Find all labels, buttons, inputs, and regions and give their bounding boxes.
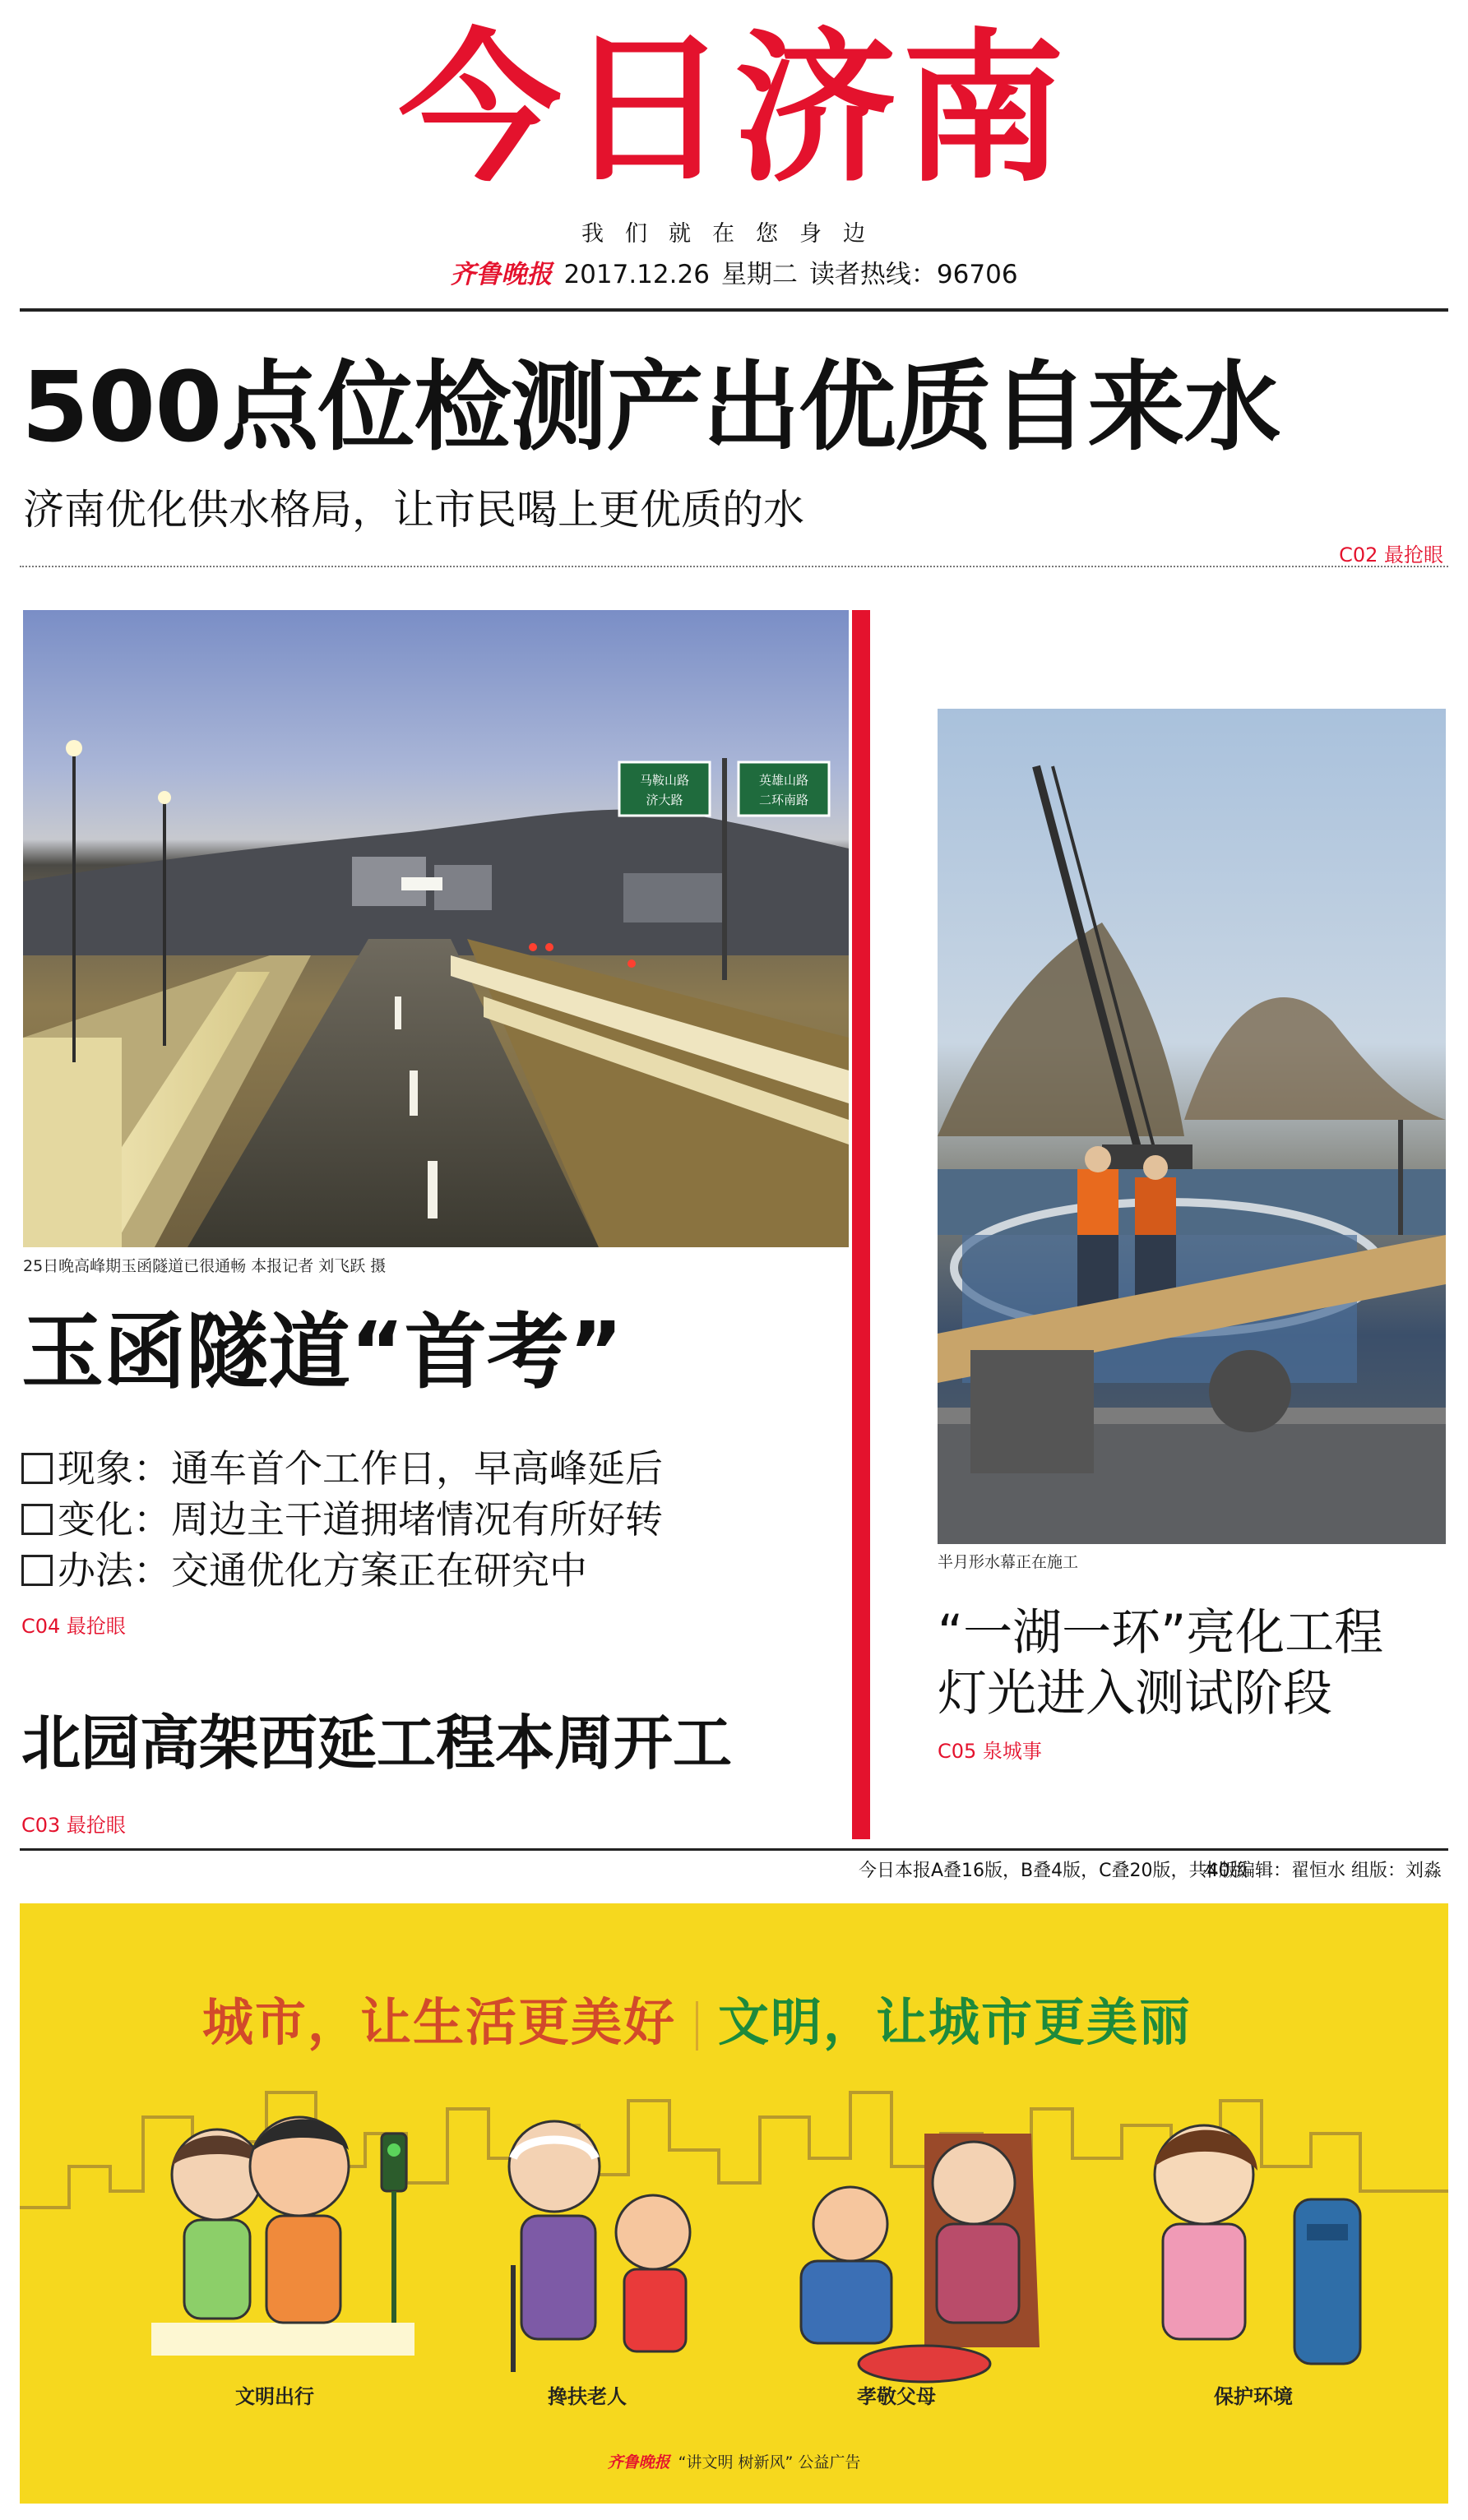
svg-text:二环南路: 二环南路 bbox=[758, 793, 809, 807]
north-page-tag[interactable]: C03 最抢眼 bbox=[21, 1814, 126, 1837]
footer-info bbox=[20, 1856, 1448, 1889]
public-service-banner[interactable] bbox=[20, 1903, 1448, 2504]
sign-left-text: 马鞍山路 bbox=[639, 773, 690, 788]
masthead bbox=[0, 0, 1468, 308]
scene-label: 文明出行 bbox=[235, 2385, 314, 2408]
scene-filial-icon bbox=[760, 2101, 1072, 2413]
scene-label: 搀扶老人 bbox=[548, 2385, 627, 2408]
lead-divider bbox=[20, 566, 1448, 567]
tunnel-page-tag[interactable]: C04 最抢眼 bbox=[21, 1615, 126, 1638]
sign-right-text: 英雄山路 bbox=[758, 773, 809, 788]
lake-photo[interactable] bbox=[938, 709, 1446, 1544]
checkbox-square-icon bbox=[21, 1453, 53, 1484]
banner-title-a: 城市，让生活更美好 bbox=[202, 1992, 677, 2052]
tunnel-bullet: 变化：周边主干道拥堵情况有所好转 bbox=[21, 1494, 663, 1545]
lake-page-tag[interactable]: C05 泉城事 bbox=[938, 1740, 1042, 1763]
reader-hotline: 读者热线：96706 bbox=[808, 260, 1018, 289]
checkbox-square-icon bbox=[21, 1504, 53, 1535]
lead-headline[interactable]: 500点位检测产出优质自来水 bbox=[21, 350, 1280, 464]
issue-weekday: 星期二 bbox=[720, 260, 798, 289]
banner-credit-text: “讲文明 树新风” 公益广告 bbox=[678, 2453, 861, 2471]
scene-label: 孝敬父母 bbox=[857, 2385, 936, 2408]
lake-headline-line2[interactable]: 灯光进入测试阶段 bbox=[938, 1665, 1332, 1722]
tunnel-bullet: 办法：交通优化方案正在研究中 bbox=[21, 1545, 663, 1596]
masthead-divider bbox=[20, 308, 1448, 312]
scene-helping-elder-icon bbox=[464, 2101, 735, 2413]
tunnel-photo-illustration bbox=[23, 610, 849, 1247]
scene-environment-icon bbox=[1114, 2101, 1393, 2413]
tunnel-bullets bbox=[21, 1443, 663, 1596]
banner-credit-paper: 齐鲁晚报 bbox=[607, 2453, 670, 2471]
tunnel-bullet: 现象：通车首个工作日，早高峰延后 bbox=[21, 1443, 663, 1494]
banner-credit bbox=[20, 2450, 1448, 2472]
lake-photo-illustration bbox=[938, 709, 1446, 1544]
dateline bbox=[0, 253, 1468, 290]
lead-page-tag[interactable]: C02 最抢眼 bbox=[1339, 543, 1443, 566]
masthead-title: 今日济南 bbox=[398, 14, 1070, 204]
scene-label: 保护环境 bbox=[1214, 2385, 1293, 2408]
editor-credits: 本版编辑：翟恒水 组版：刘淼 bbox=[1201, 1861, 1442, 1881]
masthead-slogan: 我们就在您身边 bbox=[581, 221, 887, 247]
tunnel-photo-caption: 25日晚高峰期玉函隧道已很通畅 本报记者 刘飞跃 摄 bbox=[23, 1257, 387, 1275]
svg-text:济大路: 济大路 bbox=[646, 793, 683, 807]
tunnel-headline[interactable]: 玉函隧道“首考” bbox=[21, 1304, 623, 1400]
section-red-bar bbox=[852, 610, 870, 1839]
issue-date: 2017.12.26 bbox=[563, 260, 710, 289]
edition-info: 今日本报A叠16版，B叠4版，C叠20版，共40版 bbox=[859, 1861, 1248, 1881]
paper-name-logo: 齐鲁晚报 bbox=[450, 260, 553, 289]
checkbox-square-icon bbox=[21, 1555, 53, 1586]
lake-headline-line1[interactable]: “一湖一环”亮化工程 bbox=[938, 1604, 1384, 1662]
lake-photo-caption: 半月形水幕正在施工 bbox=[938, 1553, 1079, 1571]
lead-subhead: 济南优化供水格局，让市民喝上更优质的水 bbox=[23, 486, 804, 534]
footer-divider bbox=[20, 1848, 1448, 1851]
banner-title-b: 文明，让城市更美丽 bbox=[718, 1992, 1192, 2052]
north-headline[interactable]: 北园高架西延工程本周开工 bbox=[21, 1709, 733, 1778]
tunnel-photo[interactable] bbox=[23, 610, 849, 1247]
scene-walking-icon bbox=[135, 2101, 431, 2413]
